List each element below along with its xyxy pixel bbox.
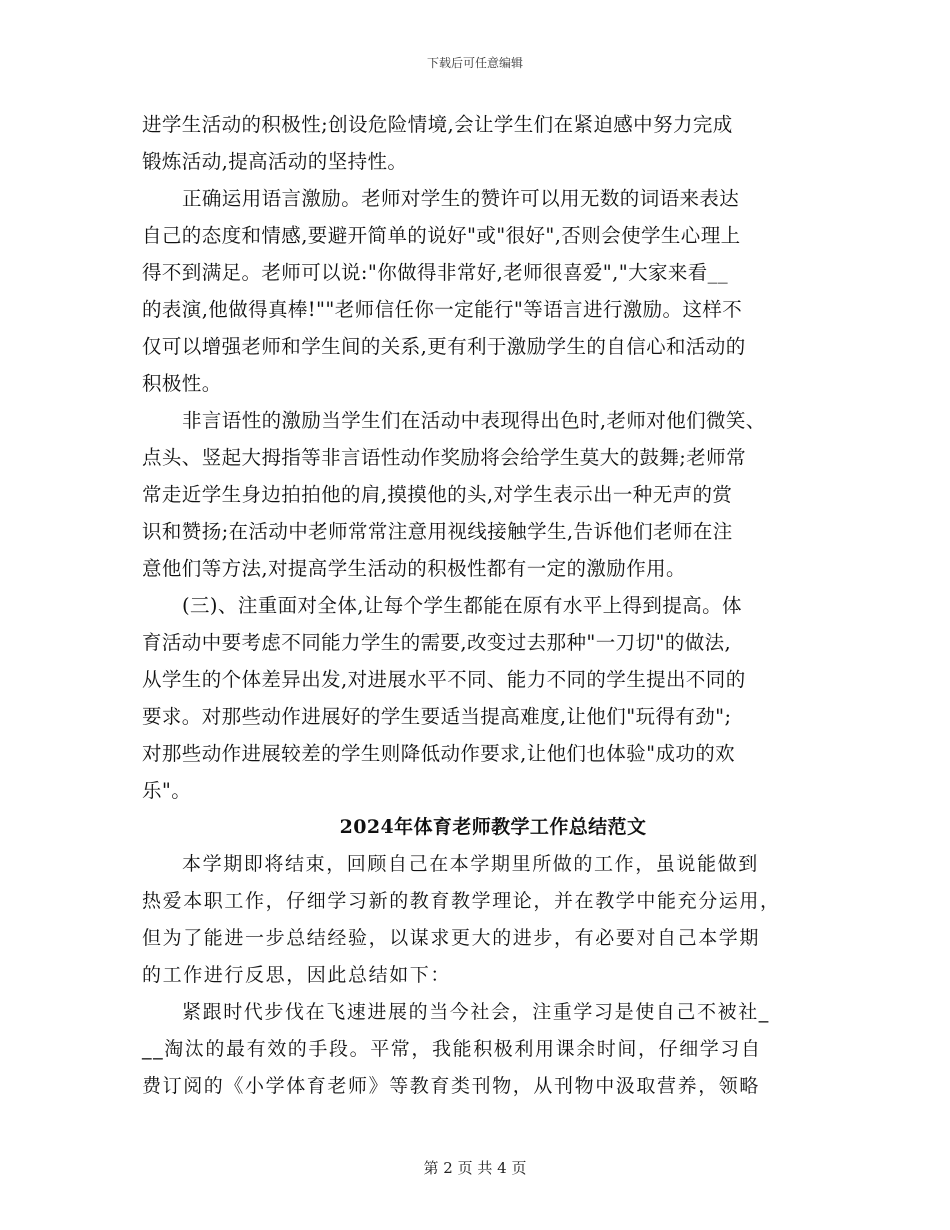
body-line: 意他们等方法,对提高学生活动的积极性都有一定的激励作用。 — [142, 557, 686, 580]
body-line: 从学生的个体差异出发,对进展水平不同、能力不同的学生提出不同的 — [142, 668, 746, 691]
body-line: 但为了能进一步总结经验，以谋求更大的进步，有必要对自己本学期 — [142, 927, 761, 949]
paragraph-start-line: (三)、注重面对全体,让每个学生都能在原有水平上得到提高。体 — [182, 594, 742, 617]
paragraph-start-line: 非言语性的激励当学生们在活动中表现得出色时,老师对他们微笑、 — [182, 409, 766, 432]
paragraph-start-line: 正确运用语言激励。老师对学生的赞许可以用无数的词语来表达 — [182, 187, 740, 210]
body-line: 识和赞扬;在活动中老师常常注意用视线接触学生,告诉他们老师在注 — [142, 520, 733, 543]
body-line: 乐"。 — [142, 779, 192, 802]
body-line: 仅可以增强老师和学生间的关系,更有利于激励学生的自信心和活动的 — [142, 335, 746, 358]
body-line: 进学生活动的积极性;创设危险情境,会让学生们在紧迫感中努力完成 — [142, 113, 733, 136]
body-line: 点头、竖起大拇指等非言语性动作奖励将会给学生莫大的鼓舞;老师常 — [142, 446, 746, 469]
section-title: 2024年体育老师教学工作总结范文 — [339, 816, 647, 838]
page-number-footer: 第 2 页 共 4 页 — [423, 1159, 527, 1177]
body-line: 要求。对那些动作进展好的学生要适当提高难度,让他们"玩得有劲"; — [142, 705, 732, 728]
body-line: 锻炼活动,提高活动的坚持性。 — [142, 150, 408, 173]
body-line: 的表演,他做得真棒!""老师信任你一定能行"等语言进行激励。这样不 — [142, 298, 743, 321]
body-line: 育活动中要考虑不同能力学生的需要,改变过去那种"一刀切"的做法, — [142, 631, 732, 654]
body-line: 积极性。 — [142, 372, 222, 395]
body-line: __淘汰的最有效的手段。平常，我能积极利用课余时间，仔细学习自 — [142, 1038, 762, 1060]
body-line: 的工作进行反思，因此总结如下： — [142, 964, 452, 986]
body-line: 对那些动作进展较差的学生则降低动作要求,让他们也体验"成功的欢 — [142, 742, 736, 765]
body-line: 热爱本职工作，仔细学习新的教育教学理论，并在教学中能充分运用， — [142, 890, 781, 912]
body-line: 得不到满足。老师可以说:"你做得非常好,老师很喜爱","大家来看__ — [142, 261, 728, 284]
body-line: 自己的态度和情感,要避开简单的说好"或"很好",否则会使学生心理上 — [142, 224, 741, 247]
document-body — [142, 106, 832, 1105]
page-header-note: 下载后可任意编辑 — [426, 56, 523, 70]
paragraph-start-line: 本学期即将结束，回顾自己在本学期里所做的工作，虽说能做到 — [182, 853, 759, 875]
body-line: 费订阅的《小学体育老师》等教育类刊物，从刊物中汲取营养，领略 — [142, 1075, 761, 1097]
body-line: 常走近学生身边拍拍他的肩,摸摸他的头,对学生表示出一种无声的赏 — [142, 483, 733, 506]
paragraph-start-line: 紧跟时代步伐在飞速进展的当今社会，注重学习是使自己不被社_ — [182, 1001, 770, 1023]
